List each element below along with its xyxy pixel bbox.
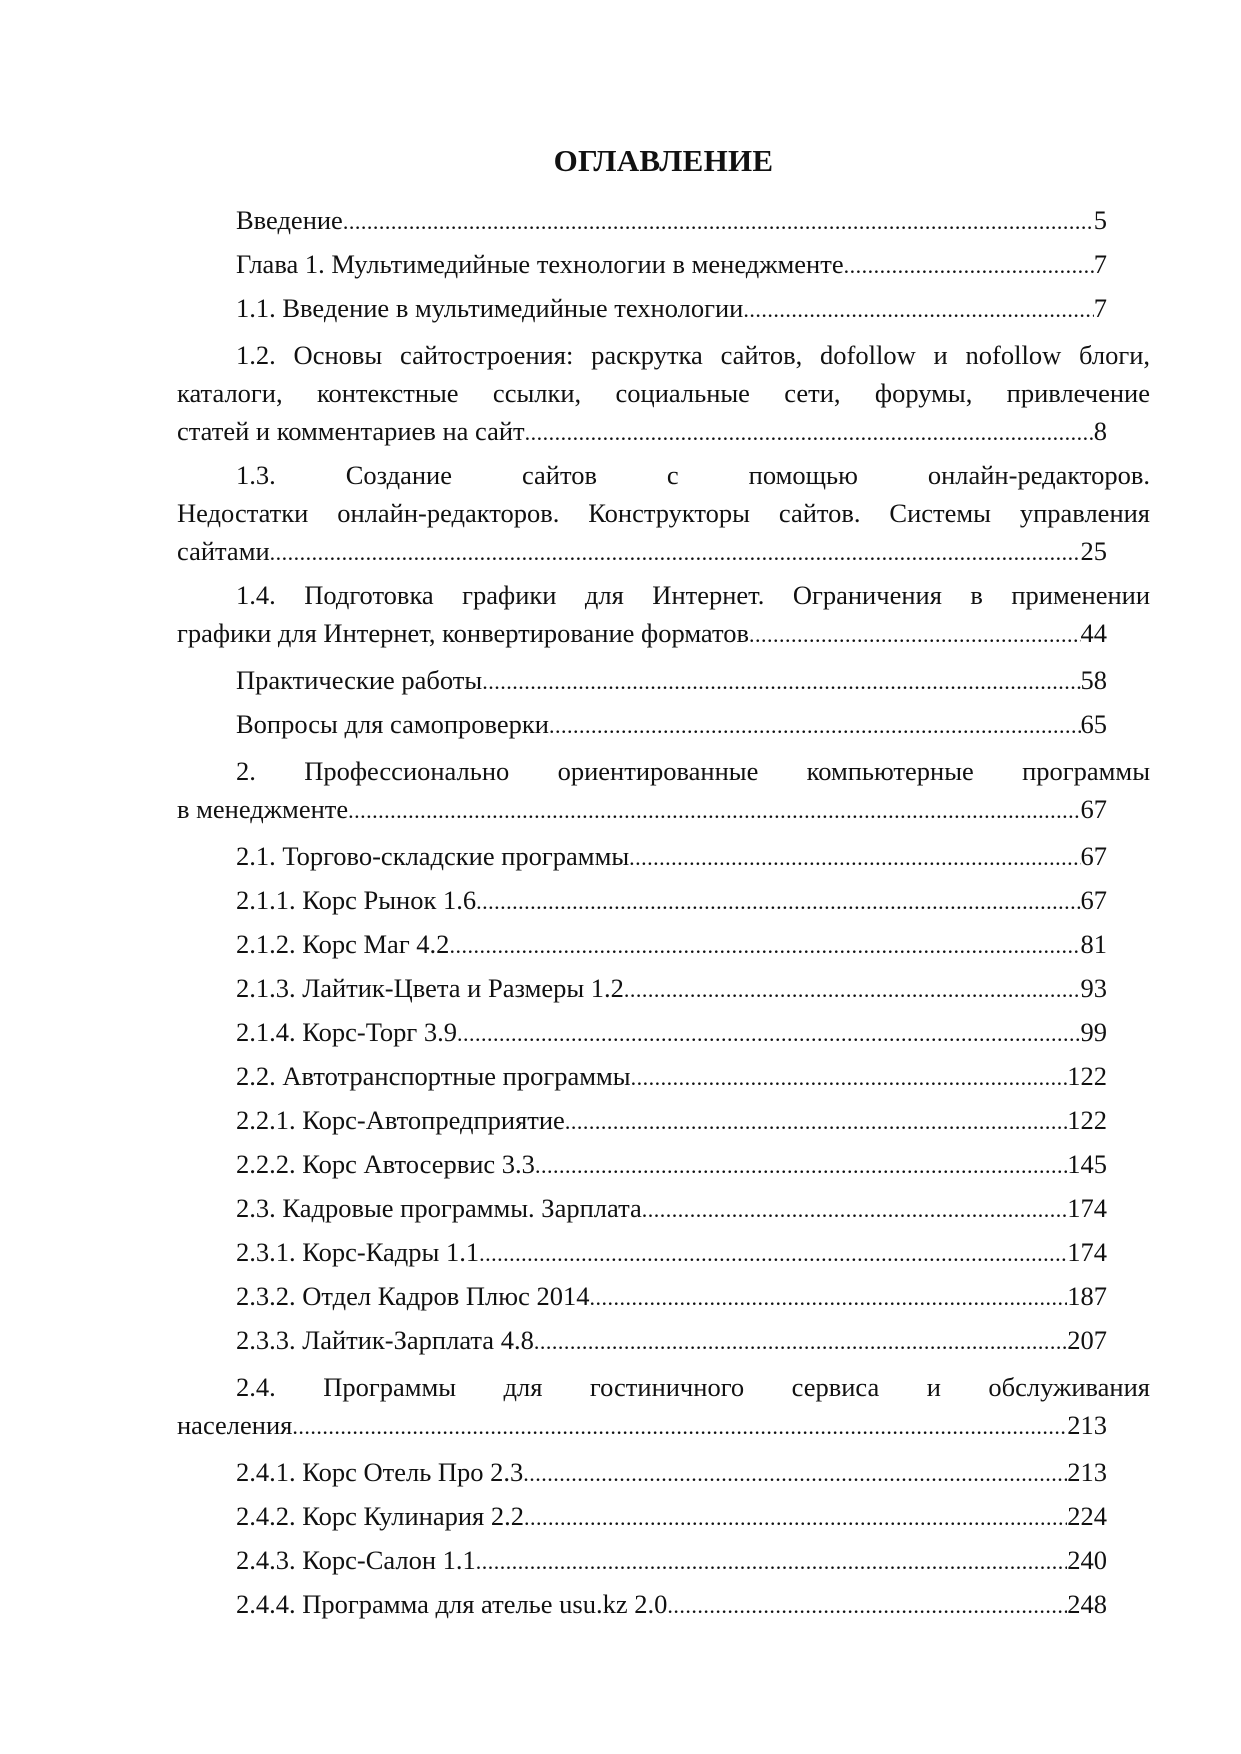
toc-page-number: 58 (1080, 665, 1107, 695)
toc-entry-title: 2.3. Кадровые программы. Зарплата (236, 1193, 642, 1223)
toc-page-number: 5 (1093, 205, 1107, 235)
toc-page-number: 7 (1093, 293, 1107, 323)
toc-entry[interactable] (177, 1318, 1150, 1362)
toc-entry-line (177, 1145, 1150, 1183)
toc-entry[interactable] (177, 1450, 1150, 1494)
toc-entry-line: 2. Профессионально ориентированные компьютерные программы (236, 756, 1150, 786)
toc-entry-title: 2.1.4. Корс-Торг 3.9 (236, 1017, 458, 1047)
toc-page-number: 99 (1080, 1017, 1107, 1047)
toc-entry-line (177, 1101, 1150, 1139)
toc-entry[interactable] (177, 1538, 1150, 1582)
dot-leader (343, 203, 1094, 241)
toc-entry[interactable] (177, 336, 1150, 450)
toc-entry-line (177, 705, 1150, 743)
toc-page-number: 93 (1080, 973, 1107, 1003)
toc-entry-line (177, 969, 1150, 1007)
toc-entry[interactable] (177, 752, 1150, 828)
page-title: ОГЛАВЛЕНИЕ (553, 142, 774, 178)
toc-entry[interactable] (177, 1054, 1150, 1098)
toc-entry-line (177, 661, 1150, 699)
toc-entry-line (177, 837, 1150, 875)
toc-page-number: 81 (1080, 929, 1107, 959)
toc-entry[interactable] (177, 1274, 1150, 1318)
dot-leader (292, 1408, 1067, 1446)
toc-entry-title: населения (177, 1410, 293, 1440)
toc-entry-title: 2.3.1. Корс-Кадры 1.1 (236, 1237, 480, 1267)
dot-leader (642, 1191, 1068, 1229)
dot-leader (525, 414, 1094, 452)
dot-leader (476, 1543, 1067, 1581)
dot-leader (482, 663, 1080, 701)
toc-entry-line (177, 1497, 1150, 1535)
toc-page-number: 224 (1067, 1501, 1107, 1531)
toc-entry-line (177, 614, 1150, 652)
toc-entry-title: 2.1.3. Лайтик-Цвета и Размеры 1.2 (236, 973, 624, 1003)
toc-entry-line: 1.2. Основы сайтостроения: раскрутка сайтов, dofollow и nofollow блоги, (236, 340, 1150, 370)
toc-entry-line (177, 1277, 1150, 1315)
toc-entry[interactable] (177, 1368, 1150, 1444)
toc-entry[interactable] (177, 1230, 1150, 1274)
toc-page-number: 122 (1067, 1061, 1107, 1091)
toc-entry-line: Недостатки онлайн-редакторов. Конструкторы сайтов. Системы управления (177, 498, 1150, 528)
dot-leader (549, 707, 1081, 745)
toc-entry-line (177, 881, 1150, 919)
toc-page-number: 122 (1067, 1105, 1107, 1135)
toc-entry-title: 2.3.3. Лайтик-Зарплата 4.8 (236, 1325, 534, 1355)
toc-entry-title: Введение (236, 205, 343, 235)
toc-page-number: 213 (1067, 1457, 1107, 1487)
toc-entry[interactable] (177, 242, 1150, 286)
toc-entry-title: 2.4.2. Корс Кулинария 2.2 (236, 1501, 524, 1531)
toc-page-number: 65 (1080, 709, 1107, 739)
toc-page-number: 240 (1067, 1545, 1107, 1575)
toc-page-number: 174 (1067, 1237, 1107, 1267)
toc-entry-title: 2.1. Торгово-складские программы (236, 841, 630, 871)
toc-entry[interactable] (177, 456, 1150, 570)
table-of-contents (177, 198, 1150, 1626)
toc-page-number: 145 (1067, 1149, 1107, 1179)
dot-leader (479, 1235, 1067, 1273)
toc-entry-line (177, 201, 1150, 239)
dot-leader (743, 291, 1093, 329)
toc-entry-title: сайтами (177, 536, 270, 566)
dot-leader (565, 1103, 1067, 1141)
toc-entry-line (177, 1406, 1150, 1444)
dot-leader (631, 1059, 1068, 1097)
dot-leader (449, 927, 1080, 965)
toc-entry-title: Практические работы (236, 665, 483, 695)
toc-entry-line (177, 1233, 1150, 1271)
toc-entry-line (177, 1057, 1150, 1095)
dot-leader (348, 792, 1080, 830)
toc-entry[interactable] (177, 702, 1150, 746)
toc-page-number: 67 (1080, 794, 1107, 824)
toc-entry-line (177, 532, 1150, 570)
toc-entry[interactable] (177, 966, 1150, 1010)
toc-entry-line: 2.4. Программы для гостиничного сервиса и обслуживания (236, 1372, 1150, 1402)
toc-entry[interactable] (177, 1010, 1150, 1054)
toc-entry-title: 2.4.3. Корс-Салон 1.1 (236, 1545, 476, 1575)
toc-entry[interactable] (177, 922, 1150, 966)
toc-page-number: 8 (1093, 416, 1107, 446)
dot-leader (535, 1147, 1067, 1185)
dot-leader (667, 1587, 1067, 1625)
toc-entry-title: 2.2.2. Корс Автосервис 3.3 (236, 1149, 535, 1179)
toc-entry[interactable] (177, 1494, 1150, 1538)
dot-leader (589, 1279, 1067, 1317)
toc-entry-title: 2.1.2. Корс Маг 4.2 (236, 929, 450, 959)
toc-entry[interactable] (177, 658, 1150, 702)
toc-entry-title: 2.4.4. Программа для ателье usu.kz 2.0 (236, 1589, 668, 1619)
toc-page-number: 187 (1067, 1281, 1107, 1311)
toc-entry[interactable] (177, 1186, 1150, 1230)
toc-entry-line (177, 925, 1150, 963)
toc-page-number: 248 (1067, 1589, 1107, 1619)
toc-entry-title: Вопросы для самопроверки (236, 709, 549, 739)
toc-page-number: 213 (1067, 1410, 1107, 1440)
toc-entry-title: Глава 1. Мультимедийные технологии в менеджменте (236, 249, 844, 279)
toc-page-number: 44 (1080, 618, 1107, 648)
toc-page-number: 67 (1080, 885, 1107, 915)
toc-entry[interactable] (177, 198, 1150, 242)
toc-entry[interactable] (177, 1582, 1150, 1626)
toc-page-number: 7 (1093, 249, 1107, 279)
toc-entry-line: 1.3. Создание сайтов с помощью онлайн-редакторов. (236, 460, 1150, 490)
toc-entry-line (177, 1453, 1150, 1491)
dot-leader (476, 883, 1080, 921)
dot-leader (629, 839, 1080, 877)
toc-entry-title: 2.1.1. Корс Рынок 1.6 (236, 885, 477, 915)
toc-entry-title: 1.1. Введение в мультимедийные технологии (236, 293, 744, 323)
toc-entry-title: 2.2. Автотранспортные программы (236, 1061, 631, 1091)
toc-entry[interactable] (177, 834, 1150, 878)
toc-entry-title: графики для Интернет, конвертирование форматов (177, 618, 749, 648)
toc-page-number: 67 (1080, 841, 1107, 871)
toc-entry-line (177, 245, 1150, 283)
dot-leader (749, 616, 1081, 654)
dot-leader (524, 1499, 1067, 1537)
dot-leader (534, 1323, 1067, 1361)
toc-page-number: 25 (1080, 536, 1107, 566)
toc-entry[interactable] (177, 286, 1150, 330)
toc-entry-line (177, 1541, 1150, 1579)
toc-page-number: 174 (1067, 1193, 1107, 1223)
toc-entry[interactable] (177, 878, 1150, 922)
toc-entry-line: каталоги, контекстные ссылки, социальные сети, форумы, привлечение (177, 378, 1150, 408)
toc-entry-line (177, 790, 1150, 828)
toc-entry-title: 2.4.1. Корс Отель Про 2.3 (236, 1457, 524, 1487)
toc-entry-line: 1.4. Подготовка графики для Интернет. Ограничения в применении (236, 580, 1150, 610)
toc-page-number: 207 (1067, 1325, 1107, 1355)
toc-entry-line (177, 1321, 1150, 1359)
toc-entry-line (177, 1585, 1150, 1623)
toc-entry-title: статей и комментариев на сайт (177, 416, 525, 446)
toc-entry[interactable] (177, 576, 1150, 652)
toc-entry-line (177, 1013, 1150, 1051)
toc-entry[interactable] (177, 1142, 1150, 1186)
dot-leader (270, 534, 1081, 572)
toc-entry[interactable] (177, 1098, 1150, 1142)
toc-entry-line (177, 1189, 1150, 1227)
toc-entry-title: в менеджменте (177, 794, 349, 824)
dot-leader (844, 247, 1094, 285)
toc-entry-line (177, 412, 1150, 450)
dot-leader (624, 971, 1081, 1009)
toc-entry-title: 2.3.2. Отдел Кадров Плюс 2014 (236, 1281, 590, 1311)
toc-entry-line (177, 289, 1150, 327)
toc-entry-title: 2.2.1. Корс-Автопредприятие (236, 1105, 565, 1135)
dot-leader (457, 1015, 1080, 1053)
dot-leader (523, 1455, 1067, 1493)
